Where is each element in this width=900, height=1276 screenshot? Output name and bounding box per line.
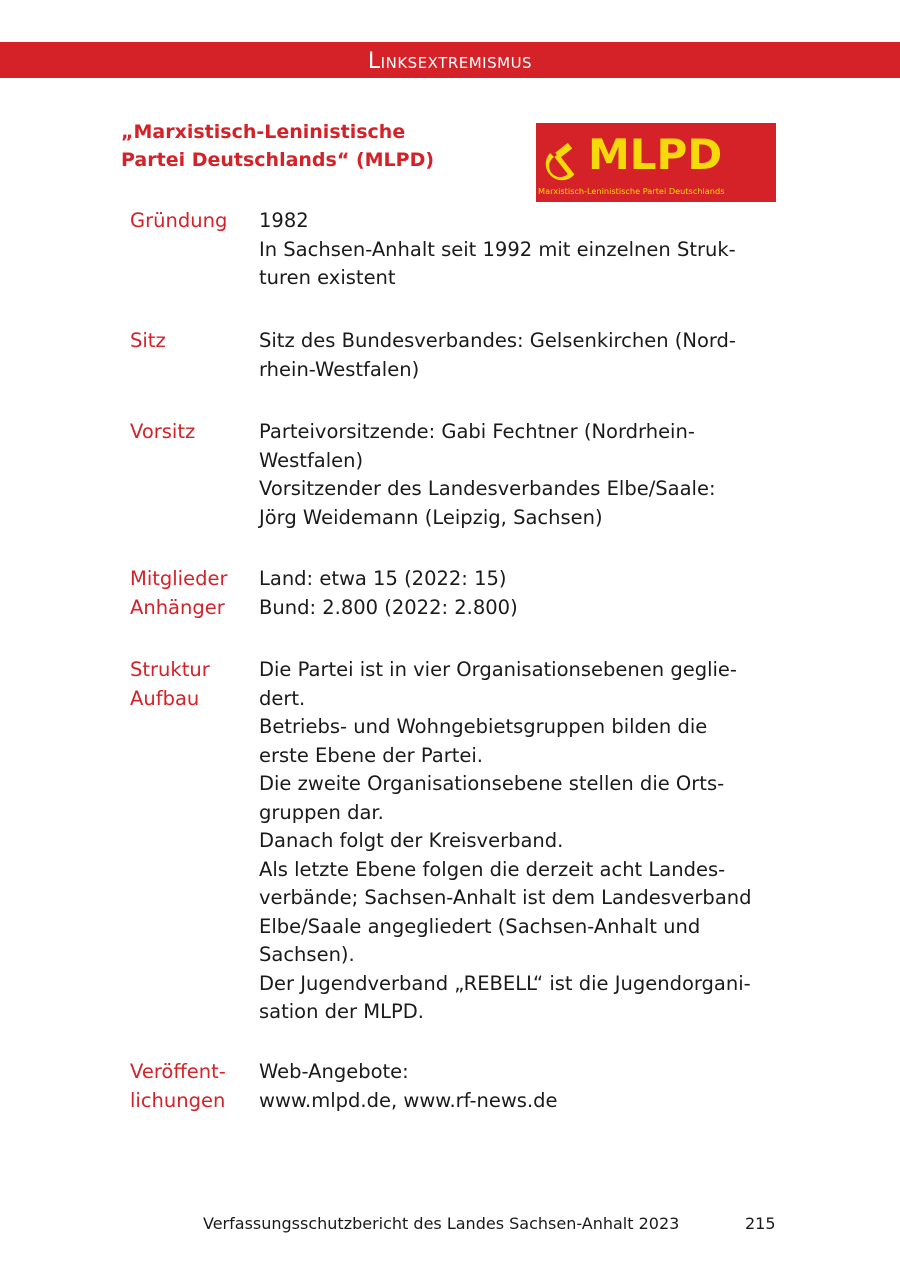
value-line: Betriebs- und Wohngebietsgruppen bilden die: [259, 715, 708, 738]
value-line: Der Jugendverband „REBELL“ ist die Jugendorgani-: [259, 971, 751, 995]
footer-text: Verfassungsschutzbericht des Landes Sachsen-Anhalt 2023: [203, 1214, 680, 1233]
value-line: turen existent: [259, 266, 396, 289]
value-line: In Sachsen-Anhalt seit 1992 mit einzelnen Struk-: [259, 237, 736, 261]
value-line: gruppen dar.: [259, 800, 384, 824]
value-struktur: [259, 656, 799, 1027]
organization-title-line1: „Marxistisch-Leninistische: [121, 121, 406, 143]
label-line: lichungen: [130, 1088, 226, 1112]
value-veroeffentlichungen: [259, 1058, 799, 1115]
value-line: dert.: [259, 686, 306, 710]
label-mitglieder: [130, 565, 258, 622]
organization-title-line2: Partei Deutschlands“ (MLPD): [121, 149, 435, 171]
value-gruendung: [259, 207, 799, 293]
label-veroeffentlichungen: [130, 1058, 258, 1115]
value-line: Jörg Weidemann (Leipzig, Sachsen): [259, 505, 603, 529]
value-line: 1982: [259, 209, 309, 232]
label-line: Mitglieder: [130, 567, 228, 590]
label-struktur: [130, 656, 258, 713]
value-vorsitz: [259, 418, 799, 532]
label-sitz: Sitz: [130, 329, 166, 352]
value-sitz: [259, 327, 799, 384]
value-line: Parteivorsitzende: Gabi Fechtner (Nordrhein-: [259, 420, 695, 443]
value-line: Land: etwa 15 (2022: 15): [259, 567, 507, 590]
value-line: Elbe/Saale angegliedert (Sachsen-Anhalt und: [259, 914, 701, 938]
label-line: Anhänger: [130, 595, 225, 619]
page-footer: [0, 1214, 900, 1242]
value-line: Bund: 2.800 (2022: 2.800): [259, 595, 518, 619]
value-line: verbände; Sachsen-Anhalt ist dem Landesverband: [259, 886, 752, 909]
logo-subtitle: Marxistisch-Leninistische Partei Deutschlands: [538, 186, 725, 196]
value-line: Die zweite Organisationsebene stellen die Orts-: [259, 772, 725, 795]
value-line: Sachsen).: [259, 943, 355, 966]
page-number: 215: [745, 1214, 776, 1233]
label-line: Aufbau: [130, 686, 200, 710]
logo-text: MLPD: [588, 130, 723, 179]
value-line: Danach folgt der Kreisverband.: [259, 829, 564, 852]
mlpd-logo: [536, 123, 776, 202]
label-line: Veröffent-: [130, 1060, 226, 1083]
value-line: www.mlpd.de, www.rf-news.de: [259, 1088, 558, 1112]
section-title: Linksextremismus: [367, 49, 533, 74]
value-line: Web-Angebote:: [259, 1060, 409, 1083]
label-line: Struktur: [130, 658, 210, 681]
value-line: Vorsitzender des Landesverbandes Elbe/Saale:: [259, 477, 716, 500]
label-gruendung: Gründung: [130, 209, 228, 232]
value-line: rhein-Westfalen): [259, 357, 420, 381]
value-line: Sitz des Bundesverbandes: Gelsenkirchen (Nord-: [259, 329, 736, 352]
value-mitglieder: [259, 565, 799, 622]
section-header-band: [0, 42, 900, 78]
value-line: Die Partei ist in vier Organisationsebenen geglie-: [259, 658, 737, 681]
organization-title: [121, 118, 511, 174]
value-line: erste Ebene der Partei.: [259, 743, 483, 767]
label-vorsitz: Vorsitz: [130, 420, 196, 443]
value-line: Als letzte Ebene folgen die derzeit acht Landes-: [259, 857, 726, 881]
value-line: sation der MLPD.: [259, 1000, 424, 1023]
value-line: Westfalen): [259, 448, 364, 472]
